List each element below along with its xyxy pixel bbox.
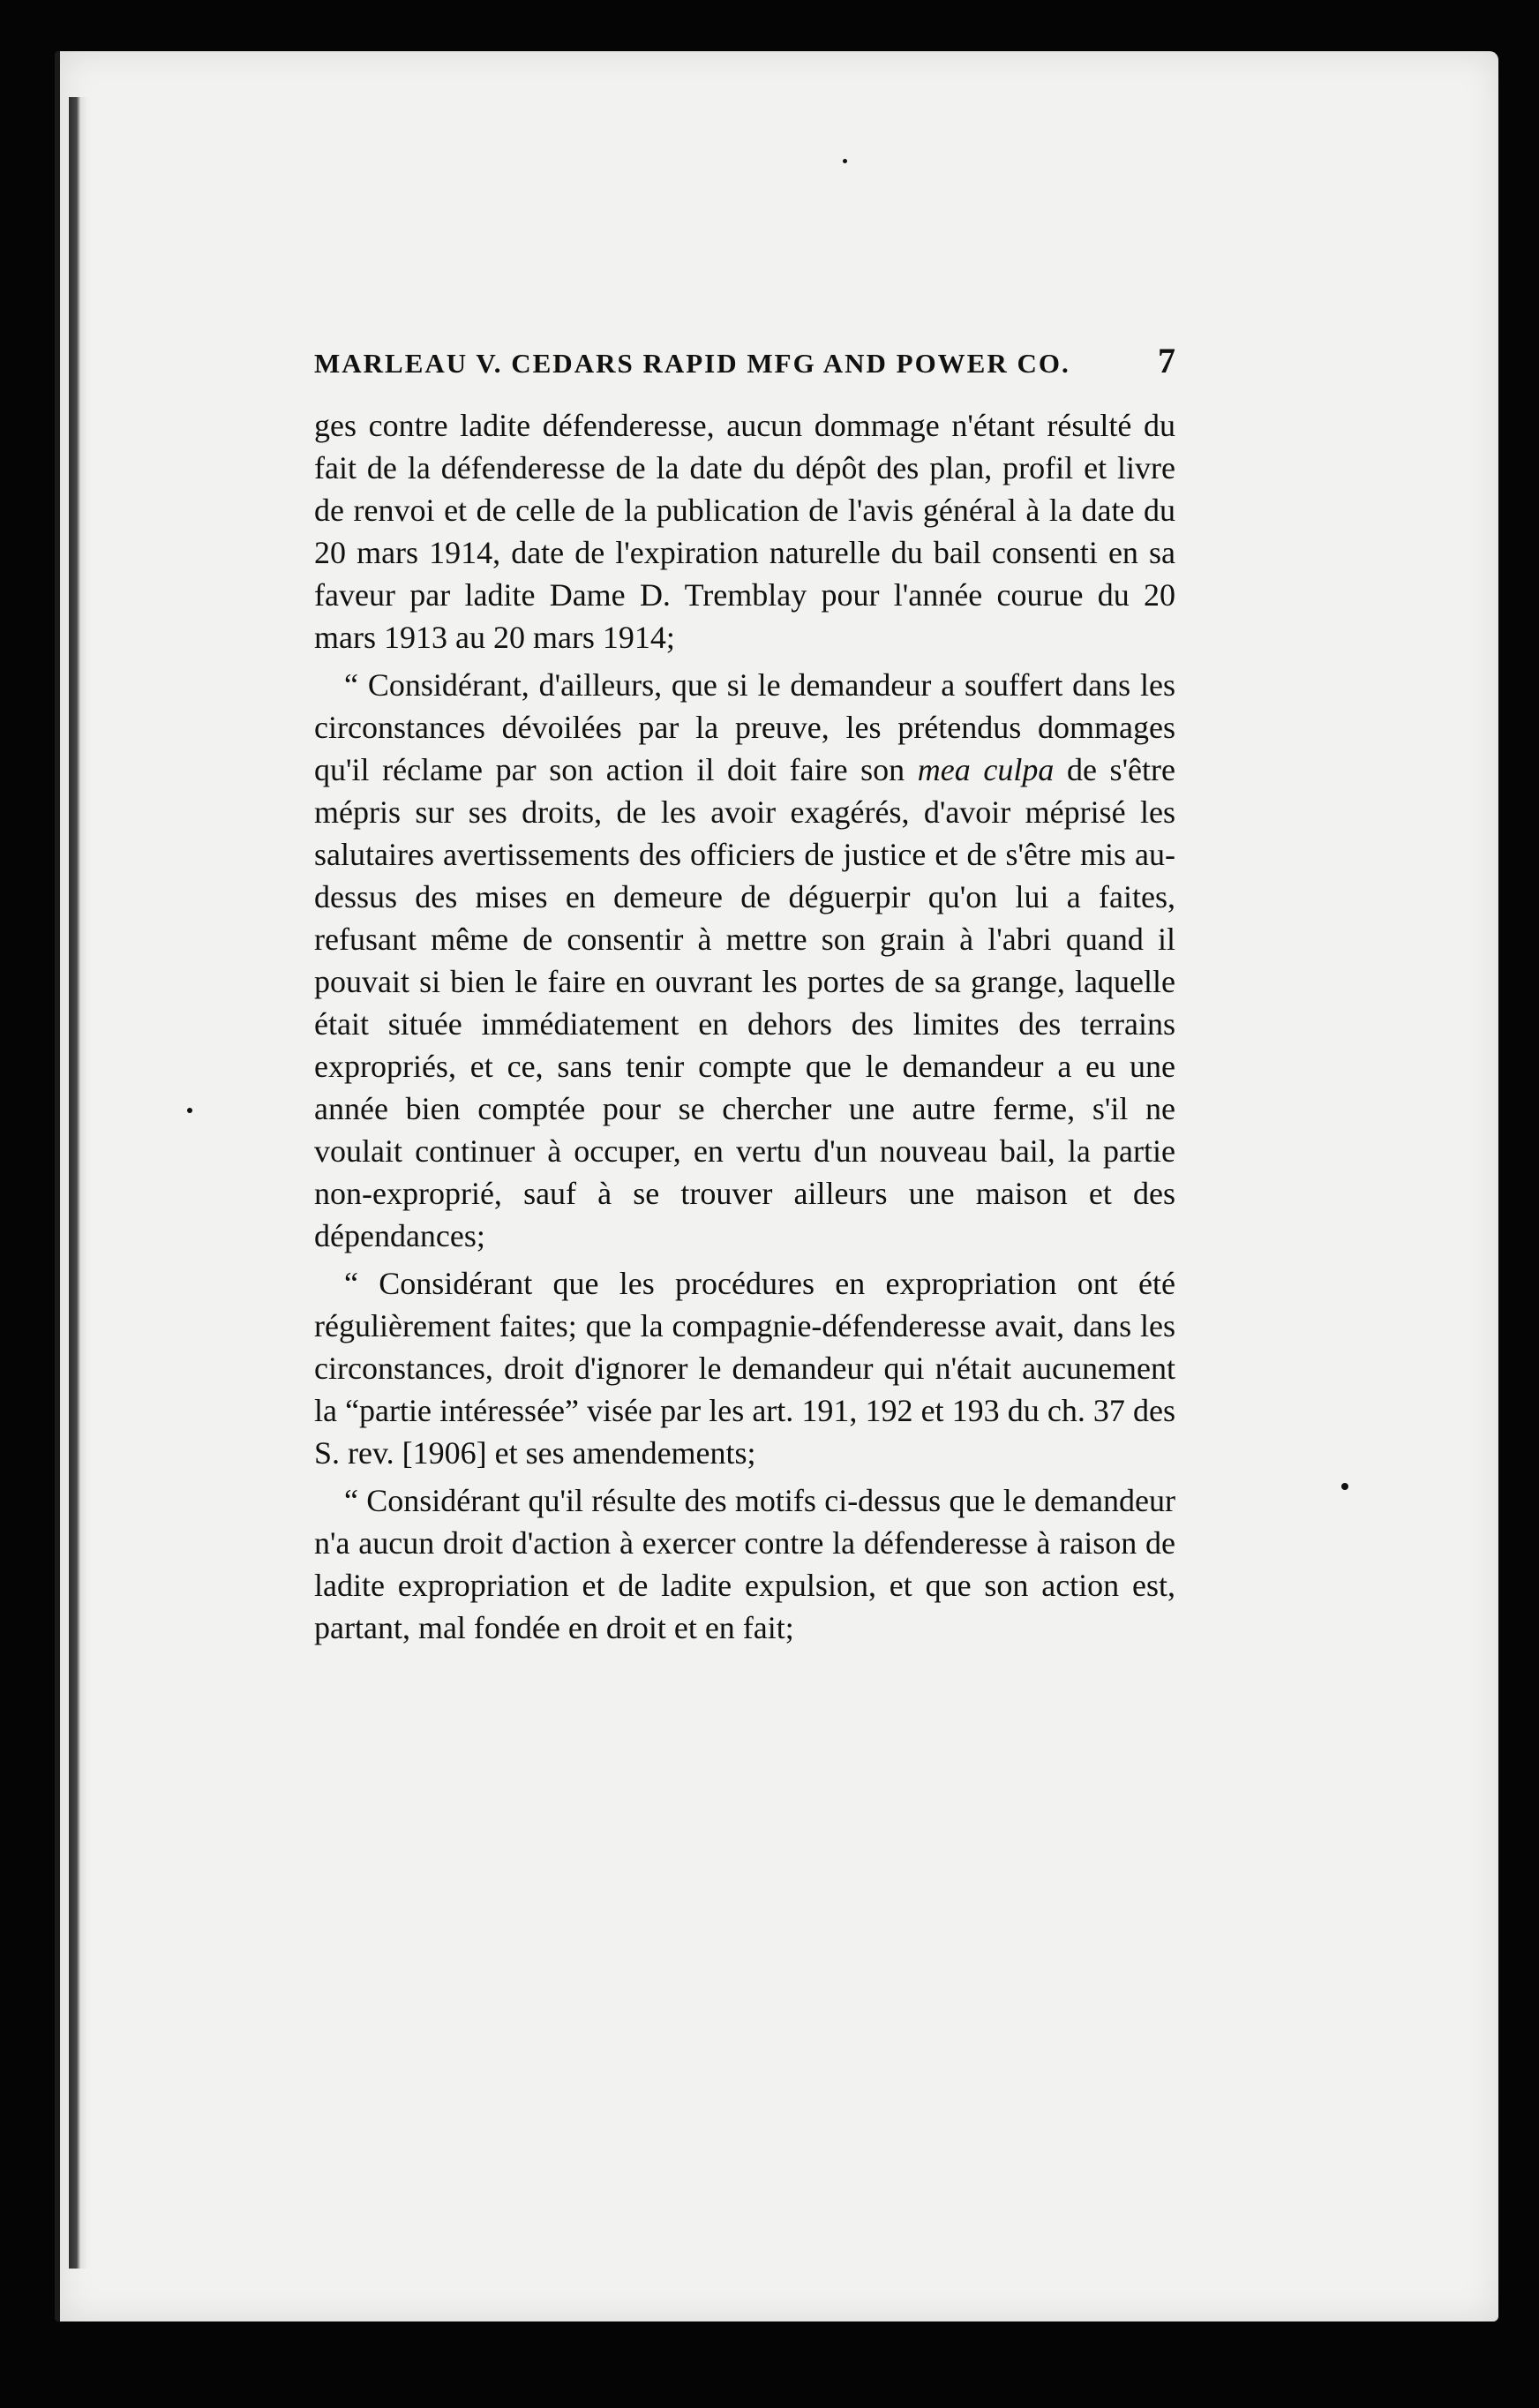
ink-speck bbox=[187, 1108, 192, 1113]
italic-phrase: mea culpa bbox=[917, 752, 1055, 787]
running-title: MARLEAU V. CEDARS RAPID MFG AND POWER CO. bbox=[314, 348, 1070, 379]
page-number: 7 bbox=[1158, 341, 1175, 380]
paragraph-text: de s'être mépris sur ses droits, de les avoir exagérés, d'avoir méprisé les salutaires avertissements des officiers de justice et de s'être mis au-dessus des mises en demeure de déguerpir qu'on lui a faites, refusant même de consentir à mettre son grain à l'abri quand il pouvait si bien le faire en ouvrant les portes de sa grange, laquelle était située immédiatement en dehors des limites des terrains expropriés, et ce, sans tenir compte que le demandeur a eu une année bien comptée pour se chercher une autre ferme, s'il ne voulait continuer à occuper, en vertu d'un nouveau bail, la partie non-exproprié, sauf à se trouver ailleurs une maison et des dépendances; bbox=[314, 752, 1175, 1253]
paragraph-considerant-2: “ Considérant que les procédures en expropriation ont été régulièrement faites; que la compagnie-défenderesse avait, dans les circonstances, droit d'ignorer le demandeur qui n'était aucunement la “partie intéressée” visée par les art. 191, 192 et 193 du ch. 37 des S. rev. [1906] et ses amendements; bbox=[314, 1266, 1175, 1471]
ink-speck bbox=[1341, 1483, 1348, 1490]
paragraph-considerant-1 bbox=[314, 664, 1175, 1257]
running-head bbox=[314, 340, 1175, 381]
ink-speck bbox=[843, 159, 847, 163]
paragraph-continuation: ges contre ladite défenderesse, aucun dommage n'étant résulté du fait de la défenderesse de la date du dépôt des plan, profil et livre de renvoi et de celle de la publication de l'avis général à la date du 20 mars 1914, date de l'expiration naturelle du bail consenti en sa faveur par ladite Dame D. Tremblay pour l'année courue du 20 mars 1913 au 20 mars 1914; bbox=[314, 408, 1175, 655]
paragraph-text: “ Considérant, d'ailleurs, que si le demandeur a souffert dans les circonstances dévoilées par la preuve, les prétendus dommages qu'il réclame par son action il doit faire son bbox=[314, 667, 1175, 787]
page-fold-shadow bbox=[69, 97, 88, 2269]
page-text bbox=[314, 340, 1175, 1654]
paragraph-considerant-3: “ Considérant qu'il résulte des motifs ci-dessus que le demandeur n'a aucun droit d'action à exercer contre la défenderesse à raison de ladite expropriation et de ladite expulsion, et que son action est, partant, mal fondée en droit et en fait; bbox=[314, 1483, 1175, 1645]
